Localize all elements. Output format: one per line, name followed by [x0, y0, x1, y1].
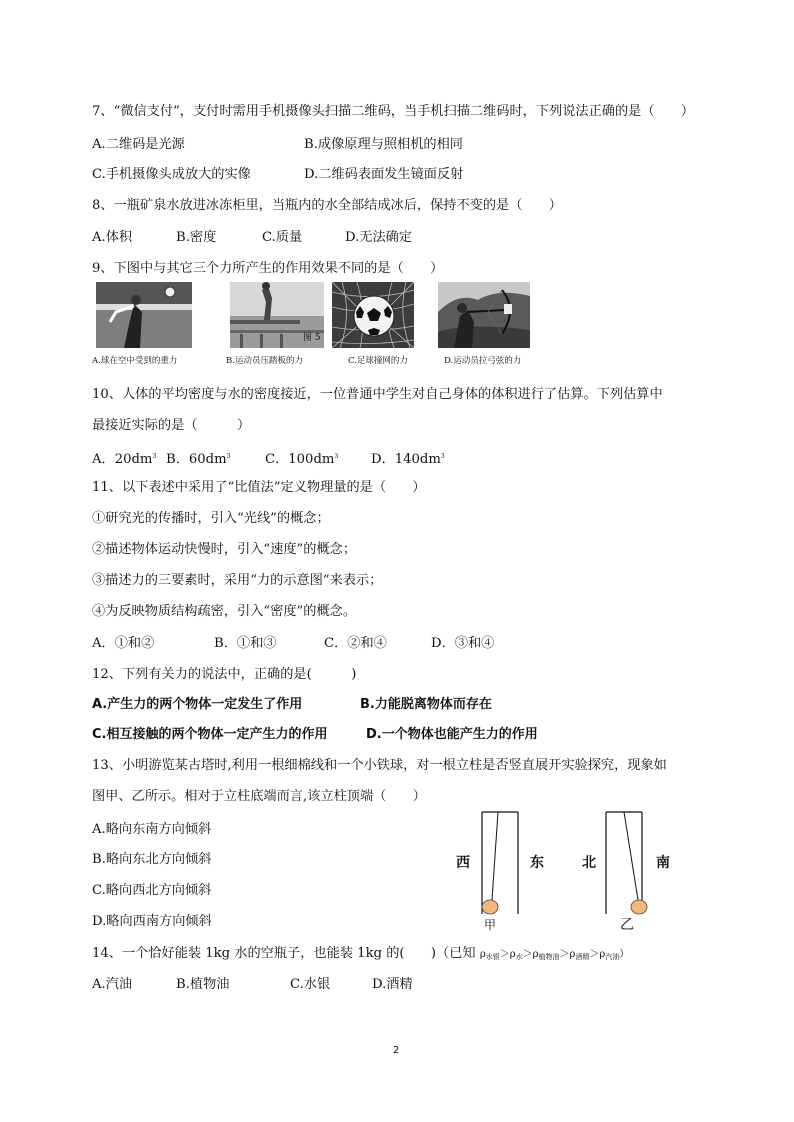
pillar-yi — [606, 812, 647, 914]
q7-option-c: C.手机摄像头成放大的实像 — [92, 167, 251, 182]
q12-stem: 12、下列有关力的说法中，正确的是( ) — [92, 667, 357, 682]
label-yi: 乙 — [620, 917, 634, 933]
caption-a: A.球在空中受到的重力 — [92, 356, 178, 366]
label-north: 北 — [582, 855, 596, 871]
q14-option-c: C.水银 — [290, 977, 331, 992]
q10-option-c: C．$100dm^3$ — [265, 452, 339, 467]
label-jia: 甲 — [484, 918, 497, 932]
q13-stem-line2: 图甲、乙所示。相对于立柱底端而言,该立柱顶端（ ） — [92, 789, 426, 804]
q11-item-3: ③描述力的三要素时，采用“力的示意图”来表示； — [92, 573, 383, 588]
q7-option-a: A.二维码是光源 — [92, 137, 185, 152]
caption-d: D.运动员拉弓弦的力 — [444, 356, 522, 366]
q13-option-c: C.略向西北方向倾斜 — [92, 883, 212, 898]
q11-item-4: ④为反映物质结构疏密，引入“密度”的概念。 — [92, 604, 357, 619]
q14-option-d: D.酒精 — [372, 977, 413, 992]
caption-c: C.足球撞网的力 — [348, 356, 408, 366]
q7-stem: 7、“微信支付”，支付时需用手机摄像头扫描二维码，当手机扫描二维码时，下列说法正确的是（ ） — [92, 104, 695, 119]
q14-option-a: A.汽油 — [92, 977, 133, 992]
q8-option-d: D.无法确定 — [345, 230, 413, 245]
q11-item-2: ②描述物体运动快慢时，引入“速度”的概念； — [92, 542, 357, 557]
q10-option-b: B．$60dm^3$ — [166, 452, 231, 467]
caption-b: B.运动员压踏板的力 — [226, 356, 303, 366]
q12-option-c: C.相互接触的两个物体一定产生力的作用 — [92, 727, 328, 742]
q11-option-d: D．③和④ — [431, 636, 495, 651]
q11-item-1: ①研究光的传播时，引入“光线”的概念； — [92, 511, 330, 526]
q13-stem-line1: 13、小明游览某古塔时,利用一根细棉线和一个小铁球，对一根立柱是否竖直展开实验探究，现象如 — [92, 758, 667, 773]
label-west: 西 — [456, 855, 470, 871]
q11-option-c: C．②和④ — [324, 636, 387, 651]
q7-option-d: D.二维码表面发生镜面反射 — [304, 167, 464, 182]
figure-5-label: 图 5 — [303, 333, 321, 343]
q12-option-b: B.力能脱离物体而存在 — [360, 697, 492, 712]
q10-stem-line2: 最接近实际的是（ ） — [92, 418, 251, 433]
q14-option-b: B.植物油 — [176, 977, 230, 992]
q12-option-d: D.一个物体也能产生力的作用 — [366, 727, 538, 742]
label-south: 南 — [656, 855, 670, 871]
q13-option-d: D.略向西南方向倾斜 — [92, 914, 212, 929]
pillar-plumb-diagram — [476, 810, 656, 920]
photo-archer — [438, 282, 530, 348]
photo-ball-in-air — [96, 282, 192, 348]
q11-stem: 11、以下表述中采用了“比值法”定义物理量的是（ ） — [92, 480, 426, 495]
q8-option-b: B.密度 — [176, 230, 217, 245]
q11-option-b: B．①和③ — [214, 636, 277, 651]
q9-stem: 9、下图中与其它三个力所产生的作用效果不同的是（ ） — [92, 261, 444, 276]
pillar-jia — [482, 812, 518, 914]
photo-ball-in-net — [332, 282, 414, 348]
q10-option-a: A．$20dm^3$ — [92, 452, 157, 467]
q14-stem: 14、一个恰好能装 1kg 水的空瓶子，也能装 1kg 的( )（已知 $\rho_{水银}>\rho_水>\rho_{植物油}>\rho_{酒精}>\rho_{汽油}$） — [92, 946, 630, 961]
q13-option-a: A.略向东南方向倾斜 — [92, 822, 212, 837]
q12-option-a: A.产生力的两个物体一定发生了作用 — [92, 697, 303, 712]
q11-option-a: A．①和② — [92, 636, 155, 651]
page-number: 2 — [393, 1045, 400, 1056]
q7-option-b: B.成像原理与照相机的相同 — [304, 137, 463, 152]
q8-option-c: C.质量 — [262, 230, 303, 245]
q8-option-a: A.体积 — [92, 230, 133, 245]
q8-stem: 8、一瓶矿泉水放进冰冻柜里，当瓶内的水全部结成冰后，保持不变的是（ ） — [92, 198, 562, 213]
q10-option-d: D．$140dm^3$ — [371, 452, 445, 467]
q10-stem-line1: 10、人体的平均密度与水的密度接近，一位普通中学生对自己身体的体积进行了估算。下列估算中 — [92, 387, 663, 402]
q13-option-b: B.略向东北方向倾斜 — [92, 852, 212, 867]
label-east: 东 — [530, 855, 544, 871]
